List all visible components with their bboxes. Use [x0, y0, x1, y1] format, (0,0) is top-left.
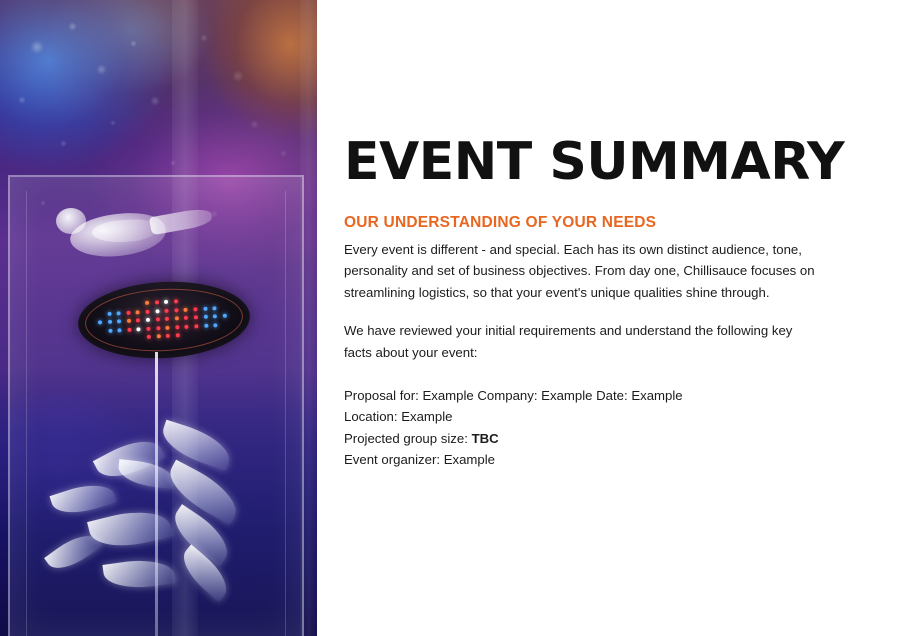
led-dot — [126, 310, 130, 314]
bird-sculpture-icon — [52, 196, 212, 270]
led-dot — [223, 314, 227, 318]
fact-line — [344, 428, 858, 449]
led-dot — [108, 320, 112, 324]
fact-value: TBC — [471, 430, 499, 446]
led-dot — [194, 324, 198, 328]
bokeh-light — [68, 22, 77, 31]
event-photo — [0, 0, 317, 636]
led-grid — [97, 297, 231, 344]
led-dot — [117, 319, 121, 323]
led-dot — [213, 323, 217, 327]
fact-label: Event organizer: — [344, 452, 444, 467]
led-dot — [156, 335, 160, 339]
page-title: EVENT SUMMARY — [344, 132, 845, 192]
fact-line — [344, 406, 858, 427]
content-panel — [317, 0, 900, 636]
fact-value: Example — [401, 409, 453, 425]
bokeh-light — [280, 150, 287, 157]
led-dot — [176, 334, 180, 338]
led-dot — [155, 317, 159, 321]
fact-line — [344, 449, 858, 470]
led-dot — [108, 329, 112, 333]
led-dot — [145, 309, 149, 313]
sculpture-stem — [155, 352, 158, 636]
led-dot — [156, 326, 160, 330]
fact-value: Example — [443, 452, 496, 467]
led-dot — [155, 300, 159, 304]
fact-line — [344, 385, 858, 406]
led-dot — [127, 328, 131, 332]
led-dot — [165, 317, 169, 321]
led-dot — [107, 311, 111, 315]
fact-label: Proposal for: — [344, 387, 423, 403]
bokeh-light — [150, 96, 160, 106]
led-dot — [146, 318, 150, 322]
led-dot — [193, 307, 197, 311]
bokeh-light — [170, 160, 176, 166]
led-dot — [175, 316, 179, 320]
led-dot — [136, 318, 140, 322]
fact-label: Projected group size: — [344, 430, 472, 446]
key-facts-list — [344, 385, 858, 471]
led-dot — [184, 307, 188, 311]
led-dot — [174, 308, 178, 312]
led-dot — [204, 324, 208, 328]
bokeh-light — [18, 96, 26, 104]
led-dot — [98, 320, 102, 324]
led-dot — [213, 314, 217, 318]
led-dot — [203, 306, 207, 310]
led-dot — [213, 306, 217, 310]
bokeh-light — [96, 64, 107, 75]
led-dot — [184, 316, 188, 320]
led-dot — [165, 308, 169, 312]
led-dot — [137, 327, 141, 331]
led-dot — [165, 326, 169, 330]
led-dot — [203, 315, 207, 319]
bokeh-light — [250, 120, 259, 129]
led-dot — [118, 328, 122, 332]
bokeh-light — [110, 120, 116, 126]
fact-value: Example Company: Example Date: Example — [422, 387, 683, 403]
led-dot — [136, 310, 140, 314]
bokeh-light — [130, 40, 137, 47]
bokeh-light — [60, 140, 67, 147]
fact-label: Location: — [344, 409, 402, 425]
bokeh-light — [30, 40, 44, 54]
led-dot — [127, 319, 131, 323]
led-dot — [145, 301, 149, 305]
led-dot — [117, 311, 121, 315]
section-subheading: OUR UNDERSTANDING OF YOUR NEEDS — [344, 214, 657, 231]
paragraph-understanding: Every event is different - and special. Each has its own distinct audience, tone, personality and set of business objectives. From day one, Chillisauce focuses on streamlining logistics, so that your event's unique qualities shine through. — [344, 242, 815, 300]
bokeh-light — [232, 70, 244, 82]
led-dot — [174, 299, 178, 303]
led-dot — [146, 327, 150, 331]
led-dot — [164, 300, 168, 304]
led-dot — [194, 315, 198, 319]
bokeh-light — [200, 34, 208, 42]
led-dot — [155, 309, 159, 313]
led-dot — [166, 334, 170, 338]
paragraph-key-facts-intro: We have reviewed your initial requirements and understand the following key facts about your event: — [344, 323, 793, 360]
led-dot — [185, 325, 189, 329]
led-dot — [175, 325, 179, 329]
led-dot — [147, 335, 151, 339]
